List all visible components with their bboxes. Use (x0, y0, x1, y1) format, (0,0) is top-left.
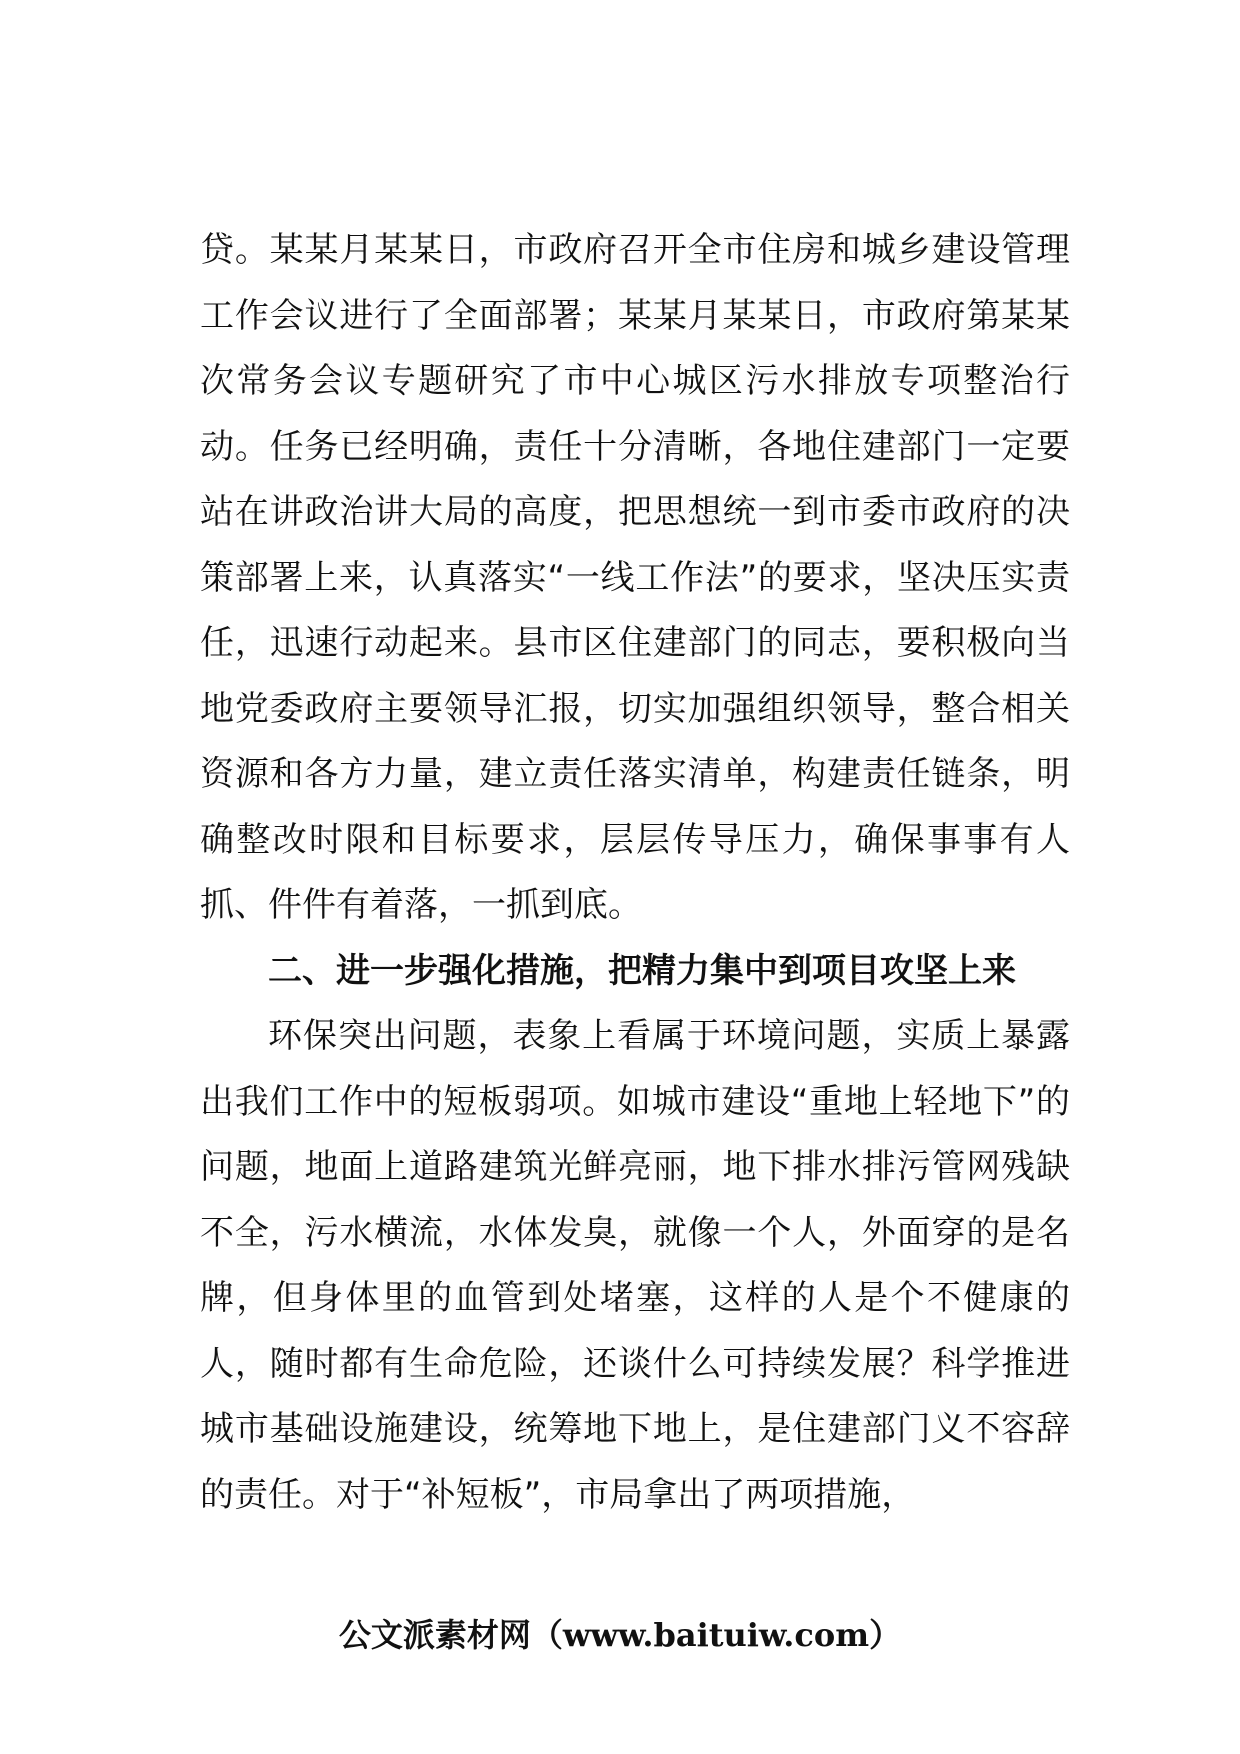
paragraph-continued: 贷。某某月某某日，市政府召开全市住房和城乡建设管理工作会议进行了全面部署；某某月某某日，市政府第某某次常务会议专题研究了市中心城区污水排放专项整治行动。任务已经明确，责任十分清晰，各地住建部门一定要站在讲政治讲大局的高度，把思想统一到市委市政府的决策部署上来，认真落实“一线工作法”的要求，坚决压实责任，迅速行动起来。县市区住建部门的同志，要积极向当地党委政府主要领导汇报，切实加强组织领导，整合相关资源和各方力量，建立责任落实清单，构建责任链条，明确整改时限和目标要求，层层传导压力，确保事事有人抓、件件有着落，一抓到底。 (200, 230, 1070, 925)
paragraph-section-two: 环保突出问题，表象上看属于环境问题，实质上暴露出我们工作中的短板弱项。如城市建设“重地上轻地下”的问题，地面上道路建筑光鲜亮丽，地下排水排污管网残缺不全，污水横流，水体发臭，就像一个人，外面穿的是名牌，但身体里的血管到处堵塞，这样的人是个不健康的人，随时都有生命危险，还谈什么可持续发展？科学推进城市基础设施建设，统筹地下地上，是住建部门义不容辞的责任。对于“补短板”，市局拿出了两项措施， (200, 1016, 1070, 1515)
footer-watermark: 公文派素材网（www.baituiw.com） (338, 1616, 902, 1654)
section-heading: 二、进一步强化措施，把精力集中到项目攻坚上来 (268, 950, 1016, 991)
document-body (200, 218, 1070, 1528)
